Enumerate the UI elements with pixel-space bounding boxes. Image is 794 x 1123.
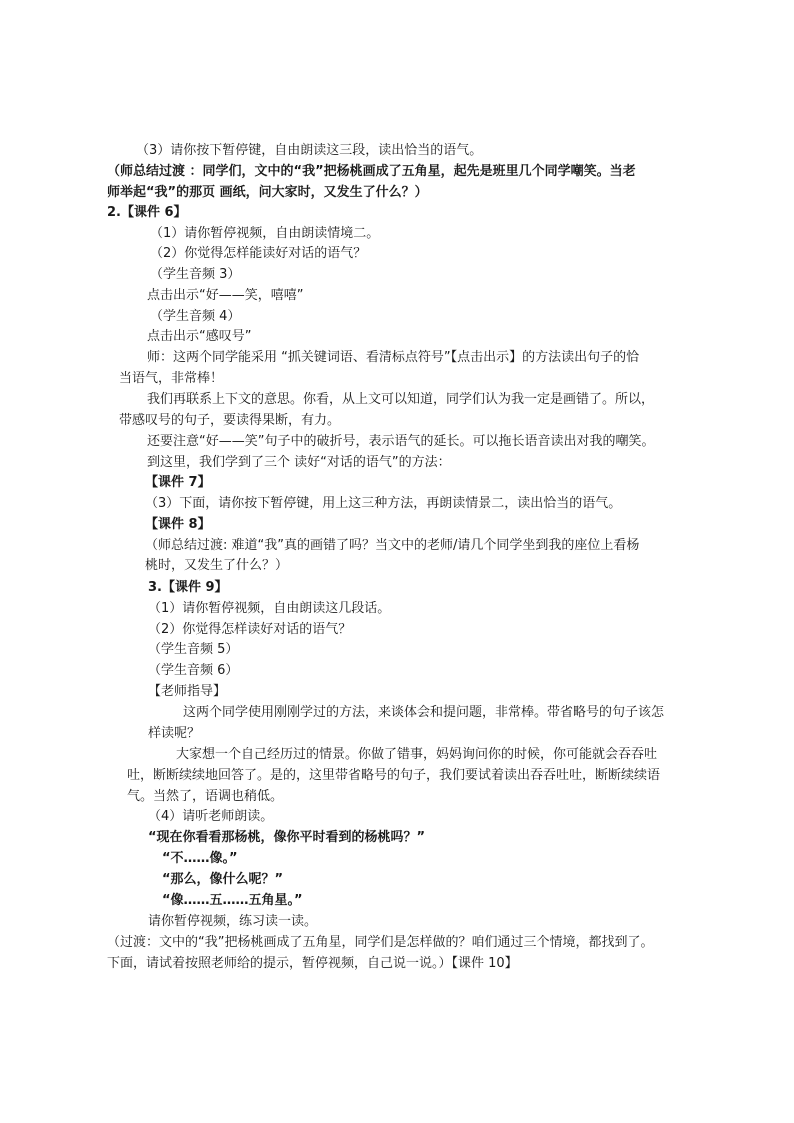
text-line: 样读呢？	[148, 726, 201, 741]
text-line: （师总结过渡: 难道“我”真的画错了吗？当文中的老师/请几个同学坐到我的座位上看杨	[145, 538, 640, 553]
text-line: 请你暂停视频，练习读一读。	[148, 914, 318, 929]
text-line: （4）请听老师朗读。	[148, 809, 274, 824]
text-line: （1）请你暂停视频，自由朗读情境二。	[150, 226, 380, 241]
text-line: 我们再联系上下文的意思。你看，从上文可以知道，同学们认为我一定是画错了。所以，	[147, 392, 655, 407]
quote-line: “不……像。”	[162, 851, 238, 866]
text-line: 到这里，我们学到了三个 读好“对话的语气”的方法：	[147, 455, 451, 470]
text-line: 师举起“我”的那页 画纸，问大家时，又发生了什么？）	[107, 185, 428, 200]
section-heading: 2.【课件 6】	[107, 205, 187, 220]
quote-line: “像……五……五角星。”	[162, 893, 303, 908]
quote-line: “那么，像什么呢？”	[162, 872, 284, 887]
section-heading: 【课件 7】	[145, 475, 211, 490]
text-line: （2）你觉得怎样能读好对话的语气？	[150, 246, 367, 261]
text-line: 带感叹号的句子，要读得果断，有力。	[119, 413, 341, 428]
text-line: 【老师指导】	[148, 684, 227, 699]
section-heading: 3.【课件 9】	[148, 580, 228, 595]
section-heading: 【课件 8】	[145, 517, 211, 532]
text-line: 下面，请试着按照老师给的提示，暂停视频，自己说一说。）【课件 10】	[107, 956, 518, 971]
text-line: 气。当然了，语调也稍低。	[127, 789, 284, 804]
text-line: （师总结过渡 ：同学们，文中的“我”把杨桃画成了五角星，起先是班里几个同学嘲笑。当老	[107, 164, 636, 179]
text-line: （3）下面，请你按下暂停键，用上这三种方法，再朗读情景二，读出恰当的语气。	[145, 496, 622, 511]
quote-line: “现在你看看那杨桃，像你平时看到的杨桃吗？”	[148, 830, 426, 845]
text-line: 吐，断断续续地回答了。是的，这里带省略号的句子，我们要试着读出吞吞吐吐，断断续续语	[127, 768, 661, 783]
text-line: 师：这两个同学能采用 “抓关键词语、看清标点符号”【点击出示】的方法读出句子的恰	[147, 350, 640, 365]
text-line: （3）请你按下暂停键，自由朗读这三段，读出恰当的语气。	[136, 143, 483, 158]
text-line: （学生音频 5）	[148, 642, 239, 657]
text-line: （1）请你暂停视频，自由朗读这几段话。	[148, 601, 391, 616]
text-line: （学生音频 3）	[150, 267, 241, 282]
text-line: （过渡：文中的“我”把杨桃画成了五角星，同学们是怎样做的？咱们通过三个情境，都找到了。	[107, 935, 654, 950]
text-line: 这两个同学使用刚刚学过的方法，来谈体会和提问题，非常棒。带省略号的句子该怎	[183, 705, 665, 720]
text-line: 点击出示“好——笑，嘻嘻”	[147, 288, 304, 303]
text-line: 还要注意“好——笑”句子中的破折号，表示语气的延长。可以拖长语音读出对我的嘲笑。	[147, 434, 655, 449]
text-line: （学生音频 6）	[148, 663, 239, 678]
text-line: （学生音频 4）	[150, 309, 241, 324]
text-line: 桃时，又发生了什么？）	[145, 558, 289, 573]
text-line: （2）你觉得怎样读好对话的语气？	[148, 622, 352, 637]
text-line: 当语气，非常棒！	[119, 371, 224, 386]
text-line: 点击出示“感叹号”	[147, 329, 252, 344]
text-line: 大家想一个自己经历过的情景。你做了错事，妈妈询问你的时候，你可能就会吞吞吐	[176, 747, 658, 762]
